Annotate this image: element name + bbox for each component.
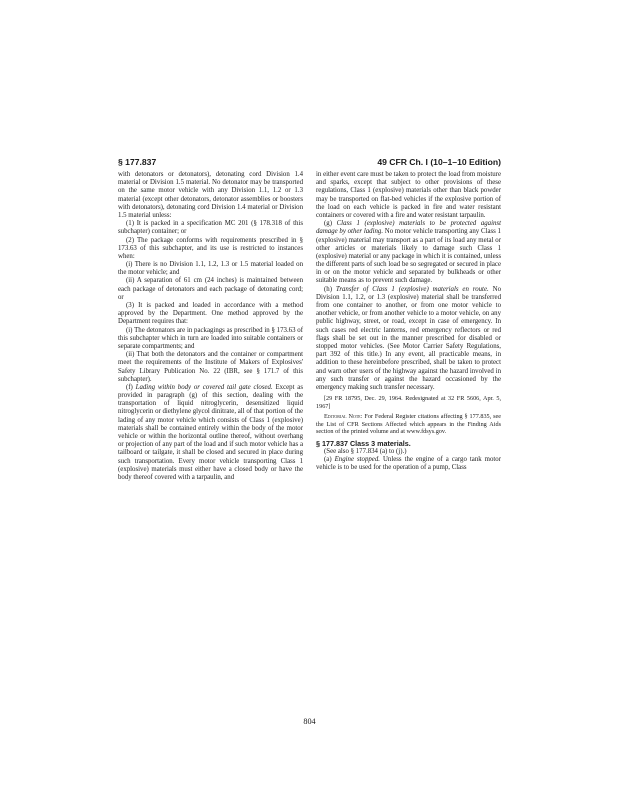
paragraph-f-label: (f) xyxy=(126,383,133,391)
paragraph-g-text: No motor vehicle transporting any Class 1 (explosive) material may transport as a part of its load any metal or other articles or materials likely to damage such Class 1 (explosive) material or any package in which it is contained, unless the different parts of such load be so segregated or secured in place in or on the motor vehicle and separated by bulkheads or other suitable means as to prevent such damage. xyxy=(316,228,501,285)
paragraph-e1: (1) It is packed in a specification MC 201 (§ 178.318 of this subchapter) container; or xyxy=(118,220,303,236)
editorial-note-label: Editorial Note: xyxy=(324,413,363,421)
right-column xyxy=(316,171,501,472)
editorial-note-text: For Federal Register citations affecting § 177.835, see the List of CFR Sections Affected which appears in the Finding Aids section of the printed volume and at www.fdsys.gov. xyxy=(316,413,502,436)
paragraph-e3-ii: (ii) That both the detonators and the container or compartment meet the requirements of the Institute of Makers of Explosives' Safety Library Publication No. 22 (IBR, see § 171.7 of this subchapter). xyxy=(118,351,303,383)
source-citation: [29 FR 18795, Dec. 29, 1964. Redesignated at 32 FR 5606, Apr. 5, 1967] xyxy=(316,395,501,410)
paragraph-f xyxy=(118,384,303,482)
paragraph-e3: (3) It is packed and loaded in accordance with a method approved by the Department. One method approved by the Department requires that: xyxy=(118,302,303,326)
left-column xyxy=(118,171,303,482)
paragraph-h-label: (h) xyxy=(324,285,332,293)
paragraph-e3-i: (i) The detonators are in packagings as prescribed in § 173.63 of this subchapter which in turn are loaded into suitable containers or separate compartments; and xyxy=(118,326,303,350)
paragraph-e2-ii: (ii) A separation of 61 cm (24 inches) is maintained between each package of detonators and each package of detonating cord; or xyxy=(118,277,303,301)
paragraph-e2-i: (i) There is no Division 1.1, 1.2, 1.3 or 1.5 material loaded on the motor vehicle; and xyxy=(118,261,303,277)
paragraph-f-continued: in either event care must be taken to protect the load from moisture and sparks, except that subject to other provisions of these regulations, Class 1 (explosive) materials other than black powder may be transported on flat-bed vehicles if the explosive portion of the load on each vehicle is packed in fire and water resistant containers or covered with a fire and water resistant tarpaulin. xyxy=(316,171,501,219)
see-also: (See also § 177.834 (a) to (j).) xyxy=(324,447,407,455)
page-number: 804 xyxy=(303,717,316,726)
paragraph-f-text: Except as provided in paragraph (g) of this section, dealing with the transportation of liquid nitroglycerin, desensitized liquid nitroglycerin or diethylene glycol dinitrate, all of that portion of the lading of any motor vehicle which consists of Class 1 (explosive) materials shall be contained entirely within the body of the motor vehicle or within the horizontal outline thereof, without overhang or projection of any part of the load and if such motor vehicle has a tailboard or tailgate, it shall be closed and secured in place during such transportation. Every motor vehicle transporting Class 1 (explosive) materials must either have a closed body or have the body thereof covered with a tarpaulin, and xyxy=(118,383,303,481)
paragraph-g-title: Class 1 (explosive) materials to be protected against damage by other lading. xyxy=(316,220,501,236)
paragraph-a-text: Unless the engine of a cargo tank motor vehicle is to be used for the operation of a pump, Class xyxy=(316,455,501,472)
header-volume: 49 CFR Ch. I (10–1–10 Edition) xyxy=(377,157,501,167)
section-heading: § 177.837 Class 3 materials. xyxy=(316,438,411,448)
paragraph-h-text: No Division 1.1, 1.2, or 1.3 (explosive) material shall be transferred from one container to another, or from one motor vehicle to another vehicle, or from another vehicle to a motor vehicle, on any public highway, street, or road, except in case of emergency. In such cases red electric lanterns, red emergency reflectors or red flags shall be set out in the manner prescribed for disabled or stopped motor vehicles. (See Motor Carrier Safety Regulations, part 392 of this title.) In any event, all practicable means, in addition to these hereinbefore prescribed, shall be taken to protect and warn other users of the highway against the hazard involved in any such transfer or against the hazard occasioned by the emergency making such transfer necessary. xyxy=(316,285,501,391)
paragraph-a-title: Engine stopped. xyxy=(334,455,380,463)
paragraph-f-title: Lading within body or covered tail gate closed. xyxy=(135,383,273,391)
paragraph-g xyxy=(316,220,501,286)
paragraph-h xyxy=(316,286,501,392)
paragraph-continued: with detonators or detonators), detonating cord Division 1.4 material or Division 1.5 material. No detonator may be transported on the same motor vehicle with any Division 1.1, 1.2 or 1.3 material (except other detonators, detonator assemblies or boosters with detonators), detonating cord Division 1.4 material or Division 1.5 material unless: xyxy=(118,171,303,219)
editorial-note xyxy=(316,413,501,436)
running-header xyxy=(118,157,501,169)
paragraph-e2: (2) The package conforms with requirements prescribed in § 173.63 of this subchapter, and its use is restricted to instances when: xyxy=(118,236,303,260)
header-section-ref: § 177.837 xyxy=(118,157,157,167)
paragraph-h-title: Transfer of Class 1 (explosive) materials en route. xyxy=(335,285,489,293)
paragraph-a xyxy=(316,456,501,472)
paragraph-g-label: (g) xyxy=(324,220,332,228)
paragraph-a-label: (a) xyxy=(324,455,332,463)
